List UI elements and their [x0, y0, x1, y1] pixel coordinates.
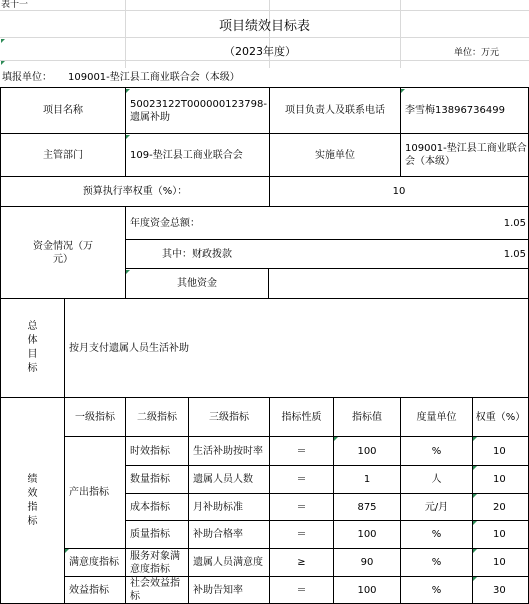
funds-fiscal-label: 其中：财政拨款 [162, 248, 232, 260]
header-level1: 一级指标 [75, 411, 115, 423]
level1-benefit: 效益指标 [69, 584, 109, 596]
unit-cell: 元/月 [424, 501, 449, 513]
funds-total-label: 年度资金总额： [130, 217, 200, 229]
level3-cell: 遗属人员人数 [193, 474, 253, 485]
value-cell: 100 [357, 584, 377, 596]
header-value: 指标值 [352, 411, 382, 423]
weight-cell: 20 [493, 501, 506, 513]
leader-label: 项目负责人及联系电话 [285, 105, 385, 116]
level2-cell: 服务对象满意度指标 [130, 550, 180, 575]
nature-cell: ＝ [296, 501, 307, 513]
level2-cell: 质量指标 [130, 529, 170, 540]
weight-cell: 10 [493, 445, 506, 457]
goal-label: 总 体 目 标 [27, 321, 38, 374]
header-level3: 三级指标 [209, 411, 249, 423]
project-name-label: 项目名称 [43, 105, 83, 116]
header-nature: 指标性质 [281, 411, 322, 423]
level3-cell: 生活补助按时率 [193, 445, 263, 457]
weight-cell: 30 [493, 584, 506, 596]
value-cell: 100 [357, 529, 377, 540]
level3-cell: 补助告知率 [193, 584, 243, 596]
level2-cell: 社会效益指标 [130, 578, 180, 602]
leader-value: 李雪梅13896736499 [405, 105, 505, 116]
impl-value: 109001-垫江县工商业联合会（本级） [405, 143, 527, 167]
unit-label: 单位：万元 [454, 47, 500, 58]
dept-label: 主管部门 [43, 149, 83, 161]
value-cell: 90 [360, 557, 374, 568]
budget-weight-label: 预算执行率权重（%）： [82, 186, 188, 197]
level1-satisfaction: 满意度指标 [69, 557, 119, 568]
page-title: 项目绩效目标表 [218, 18, 310, 34]
nature-cell: ＝ [296, 584, 307, 596]
funds-total-value: 1.05 [503, 217, 526, 229]
level1-output: 产出指标 [69, 487, 109, 498]
budget-weight-value: 10 [392, 186, 406, 197]
nature-cell: ＝ [296, 529, 307, 540]
table-number: 表十一 [1, 0, 29, 10]
value-cell: 875 [357, 501, 377, 513]
level2-cell: 成本指标 [130, 501, 170, 513]
filing-unit-value: 109001-垫江县工商业联合会（本级） [68, 72, 240, 83]
level3-cell: 补助合格率 [193, 529, 243, 540]
funds-label: 资金情况（万元） [33, 240, 93, 265]
level2-cell: 数量指标 [130, 474, 170, 485]
goal-text: 按月支付遗属人员生活补助 [69, 342, 189, 354]
unit-cell: % [431, 557, 442, 568]
project-name-value: 50023122T000000123798-遗属补助 [130, 98, 267, 123]
funds-other-value [269, 269, 528, 298]
filing-unit-label: 填报单位： [2, 72, 52, 83]
value-cell: 100 [357, 445, 377, 457]
funds-other-label: 其他资金 [177, 278, 217, 289]
level3-cell: 遗属人员满意度 [193, 557, 263, 568]
dept-value: 109-垫江县工商业联合会 [130, 149, 243, 161]
perf-label: 绩 效 指 标 [27, 473, 38, 527]
unit-cell: 人 [431, 474, 442, 485]
level2-cell: 时效指标 [130, 445, 170, 457]
header-weight: 权重（%） [475, 411, 526, 423]
year-subtitle: （2023年度） [224, 44, 296, 58]
unit-cell: % [431, 584, 442, 596]
value-cell: 1 [363, 474, 371, 485]
funds-fiscal-value: 1.05 [503, 248, 526, 260]
unit-cell: % [431, 529, 442, 540]
unit-cell: % [431, 445, 442, 457]
header-unit: 度量单位 [416, 411, 457, 423]
weight-cell: 10 [493, 557, 506, 568]
impl-label: 实施单位 [315, 149, 355, 161]
weight-cell: 10 [493, 529, 506, 540]
weight-cell: 10 [493, 474, 506, 485]
nature-cell: ≥ [297, 557, 306, 568]
header-level2: 二级指标 [137, 411, 177, 423]
nature-cell: ＝ [296, 474, 307, 485]
nature-cell: ＝ [296, 445, 307, 457]
level3-cell: 月补助标准 [193, 501, 243, 513]
